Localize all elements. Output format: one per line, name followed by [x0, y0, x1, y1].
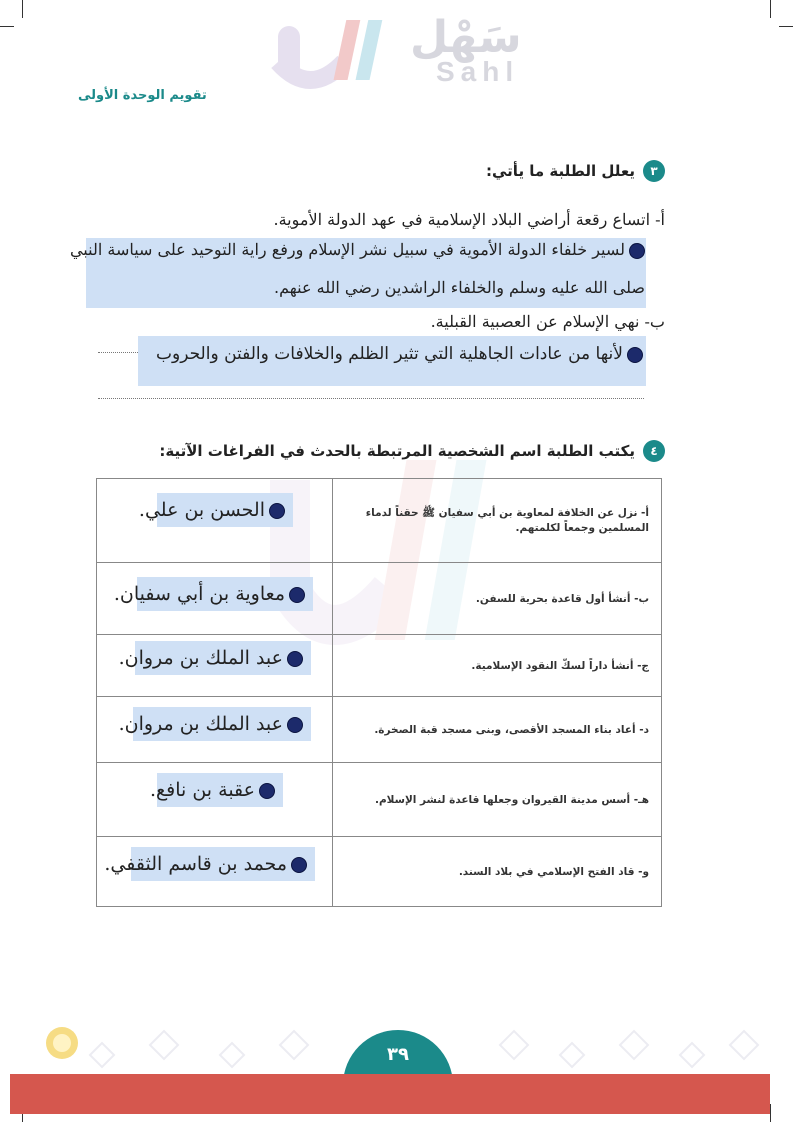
answer-text: محمد بن قاسم الثقفي.	[131, 847, 315, 881]
answer-cell	[97, 479, 333, 563]
answer-text: عبد الملك بن مروان.	[135, 641, 311, 675]
footer-bar	[10, 1074, 770, 1114]
crop-mark	[770, 1104, 771, 1122]
answer-icon	[287, 717, 303, 733]
crop-mark	[0, 26, 14, 27]
question-3a-prompt: أ- اتساع رقعة أراضي البلاد الإسلامية في عهد الدولة الأموية.	[273, 210, 665, 229]
answer-line-dotted	[98, 352, 138, 353]
crop-mark	[770, 0, 771, 18]
event-cell: د- أعاد بناء المسجد الأقصى، وبنى مسجد قبة الصخرة.	[333, 697, 662, 763]
answer-text: عبد الملك بن مروان.	[133, 707, 311, 741]
table-row	[97, 635, 662, 697]
answer-3a-line-1: لسير خلفاء الدولة الأموية في سبيل نشر الإسلام ورفع راية التوحيد على سياسة النبي	[70, 240, 645, 259]
question-3-title: يعلل الطلبة ما يأتي:	[486, 162, 635, 180]
answer-icon	[269, 503, 285, 519]
sahl-logo	[270, 12, 530, 96]
question-3b-prompt: ب- نهي الإسلام عن العصبية القبلية.	[430, 312, 665, 331]
question-3-heading	[486, 160, 665, 182]
answer-text: الحسن بن علي.	[157, 493, 293, 527]
answer-icon	[629, 243, 645, 259]
answer-icon	[259, 783, 275, 799]
event-cell: أ- نزل عن الخلافة لمعاوية بن أبي سفيان ﷺ حقناً لدماء المسلمين وجمعاً لكلمتهم.	[333, 479, 662, 563]
crop-mark	[779, 26, 793, 27]
answer-text: عقبة بن نافع.	[157, 773, 283, 807]
answer-icon	[291, 857, 307, 873]
logo-latin-text: Sahl	[436, 56, 520, 87]
question-4-heading	[159, 440, 665, 462]
answer-cell	[97, 563, 333, 635]
answer-cell	[97, 837, 333, 907]
logo-arabic-text: سَهْل	[410, 12, 522, 63]
answer-icon	[627, 347, 643, 363]
answer-icon	[289, 587, 305, 603]
page-number-badge: ٣٩	[343, 1030, 453, 1092]
answer-3b-text: لأنها من عادات الجاهلية التي تثير الظلم والخلافات والفتن والحروب	[156, 344, 643, 364]
question-4-title: يكتب الطلبة اسم الشخصية المرتبطة بالحدث في الفراغات الآتية:	[159, 442, 635, 460]
table-row	[97, 563, 662, 635]
answer-cell	[97, 763, 333, 837]
table-row	[97, 697, 662, 763]
question-number-badge: ٣	[643, 160, 665, 182]
answer-cell	[97, 635, 333, 697]
table-row	[97, 479, 662, 563]
events-table	[96, 478, 662, 907]
answer-text: معاوية بن أبي سفيان.	[137, 577, 313, 611]
table-row	[97, 763, 662, 837]
answer-icon	[287, 651, 303, 667]
question-number-badge: ٤	[643, 440, 665, 462]
table-row	[97, 837, 662, 907]
event-cell: ب- أنشأ أول قاعدة بحرية للسفن.	[333, 563, 662, 635]
sahl-logo-mark-icon	[270, 12, 400, 96]
event-cell: ج- أنشأ داراً لسكّ النقود الإسلامية.	[333, 635, 662, 697]
event-cell: و- قاد الفتح الإسلامي في بلاد السند.	[333, 837, 662, 907]
answer-3a-line-2: صلى الله عليه وسلم والخلفاء الراشدين رضي الله عنهم.	[274, 278, 645, 297]
answer-line-dotted	[98, 398, 644, 399]
answer-cell	[97, 697, 333, 763]
crop-mark	[22, 0, 23, 18]
unit-title: تقويم الوحدة الأولى	[78, 88, 207, 103]
event-cell: هـ- أسس مدينة القيروان وجعلها قاعدة لنشر الإسلام.	[333, 763, 662, 837]
